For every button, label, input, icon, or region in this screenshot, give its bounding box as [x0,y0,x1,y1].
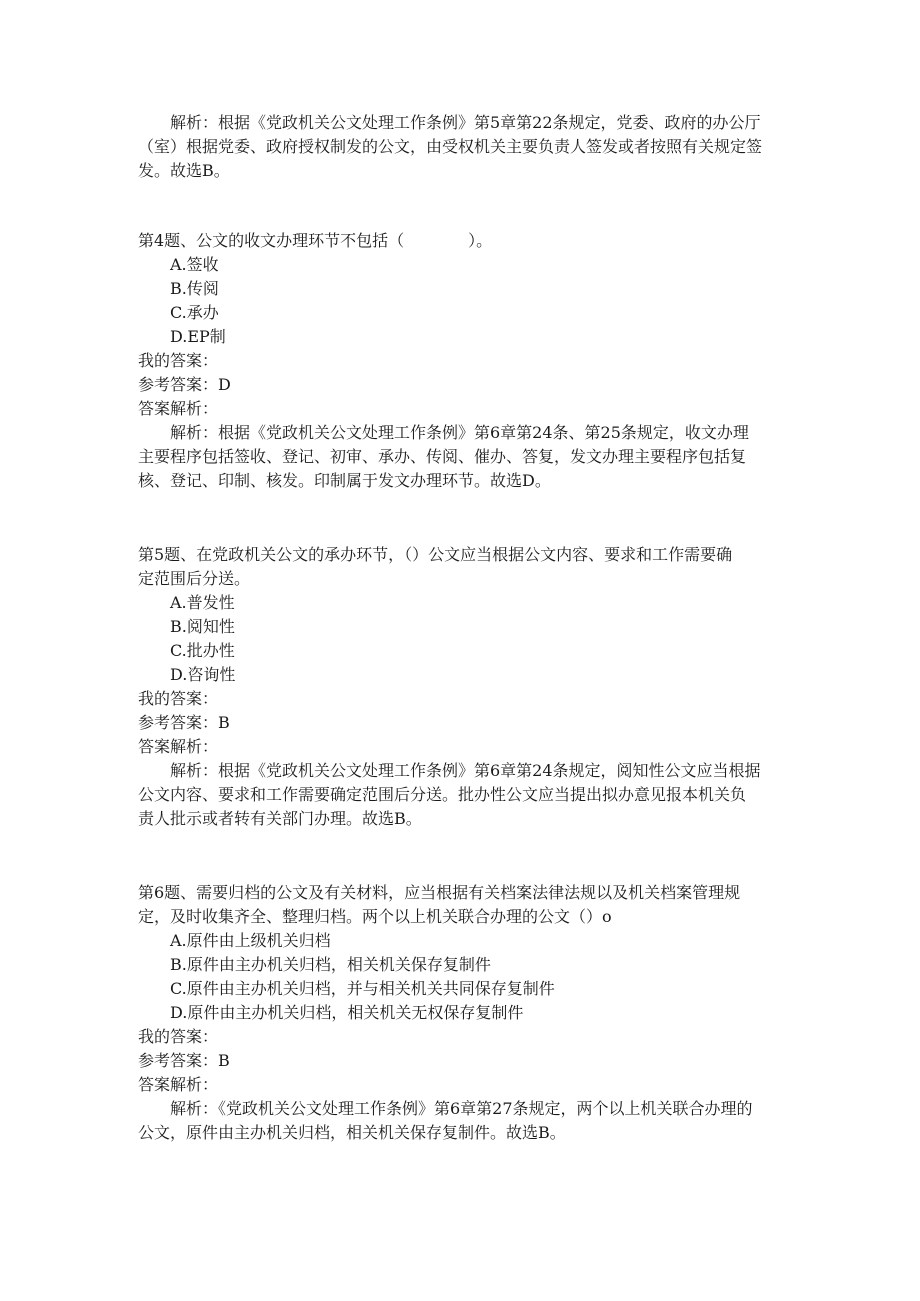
analysis-line: 解析：《党政机关公文处理工作条例》第6章第27条规定，两个以上机关联合办理的 [170,1099,753,1118]
analysis-line: 主要程序包括签收、登记、初审、承办、传阅、催办、答复，发文办理主要程序包括复 [138,447,747,466]
analysis-label: 答案解析： [138,737,219,756]
question-stem: 第6题、需要归档的公文及有关材料，应当根据有关档案法律法规以及机关档案管理规 [138,883,741,902]
analysis-line: 公文，原件由主办机关归档，相关机关保存复制件。故选B。 [138,1123,566,1142]
reference-answer: 参考答案：B [138,713,230,732]
analysis-label: 答案解析： [138,1075,219,1094]
my-answer-label: 我的答案： [138,689,219,708]
analysis-line: 责人批示或者转有关部门办理。故选B。 [138,809,422,828]
analysis-label: 答案解析： [138,399,219,418]
option-b: B.阅知性 [170,617,235,636]
option-a: A.普发性 [170,593,235,612]
option-c: C.原件由主办机关归档，并与相关机关共同保存复制件 [170,979,555,998]
explanation-line: （室）根据党委、政府授权制发的公文，由受权机关主要负责人签发或者按照有关规定签 [138,137,763,156]
analysis-line: 公文内容、要求和工作需要确定范围后分送。批办性公文应当提出拟办意见报本机关负 [138,785,747,804]
explanation-line: 发。故选B。 [138,161,230,180]
question-stem: 第4题、公文的收文办理环节不包括（ ）。 [138,231,493,250]
question-stem: 定，及时收集齐全、整理归档。两个以上机关联合办理的公文（）o [138,907,612,926]
analysis-line: 核、登记、印制、核发。印制属于发文办理环节。故选D。 [138,471,551,490]
option-c: C.批办性 [170,641,235,660]
analysis-line: 解析：根据《党政机关公文处理工作条例》第6章第24条规定，阅知性公文应当根据 [170,761,761,780]
option-a: A.签收 [170,255,219,274]
option-a: A.原件由上级机关归档 [170,931,331,950]
analysis-line: 解析：根据《党政机关公文处理工作条例》第6章第24条、第25条规定，收文办理 [170,423,749,442]
option-d: D.咨询性 [170,665,236,684]
question-5 [138,543,788,831]
option-b: B.传阅 [170,279,219,298]
question-stem: 定范围后分送。 [138,569,251,588]
reference-answer: 参考答案：B [138,1051,230,1070]
question-6 [138,881,788,1145]
my-answer-label: 我的答案： [138,351,219,370]
option-b: B.原件由主办机关归档，相关机关保存复制件 [170,955,491,974]
reference-answer: 参考答案：D [138,375,231,394]
question-stem: 第5题、在党政机关公文的承办环节，（）公文应当根据公文内容、要求和工作需要确 [138,545,733,564]
my-answer-label: 我的答案： [138,1027,219,1046]
option-c: C.承办 [170,303,219,322]
intro-explanation [138,111,788,183]
explanation-line: 解析：根据《党政机关公文处理工作条例》第5章第22条规定，党委、政府的办公厅 [170,113,761,132]
question-4 [138,229,788,493]
option-d: D.原件由主办机关归档，相关机关无权保存复制件 [170,1003,524,1022]
option-d: D.EP制 [170,327,226,346]
